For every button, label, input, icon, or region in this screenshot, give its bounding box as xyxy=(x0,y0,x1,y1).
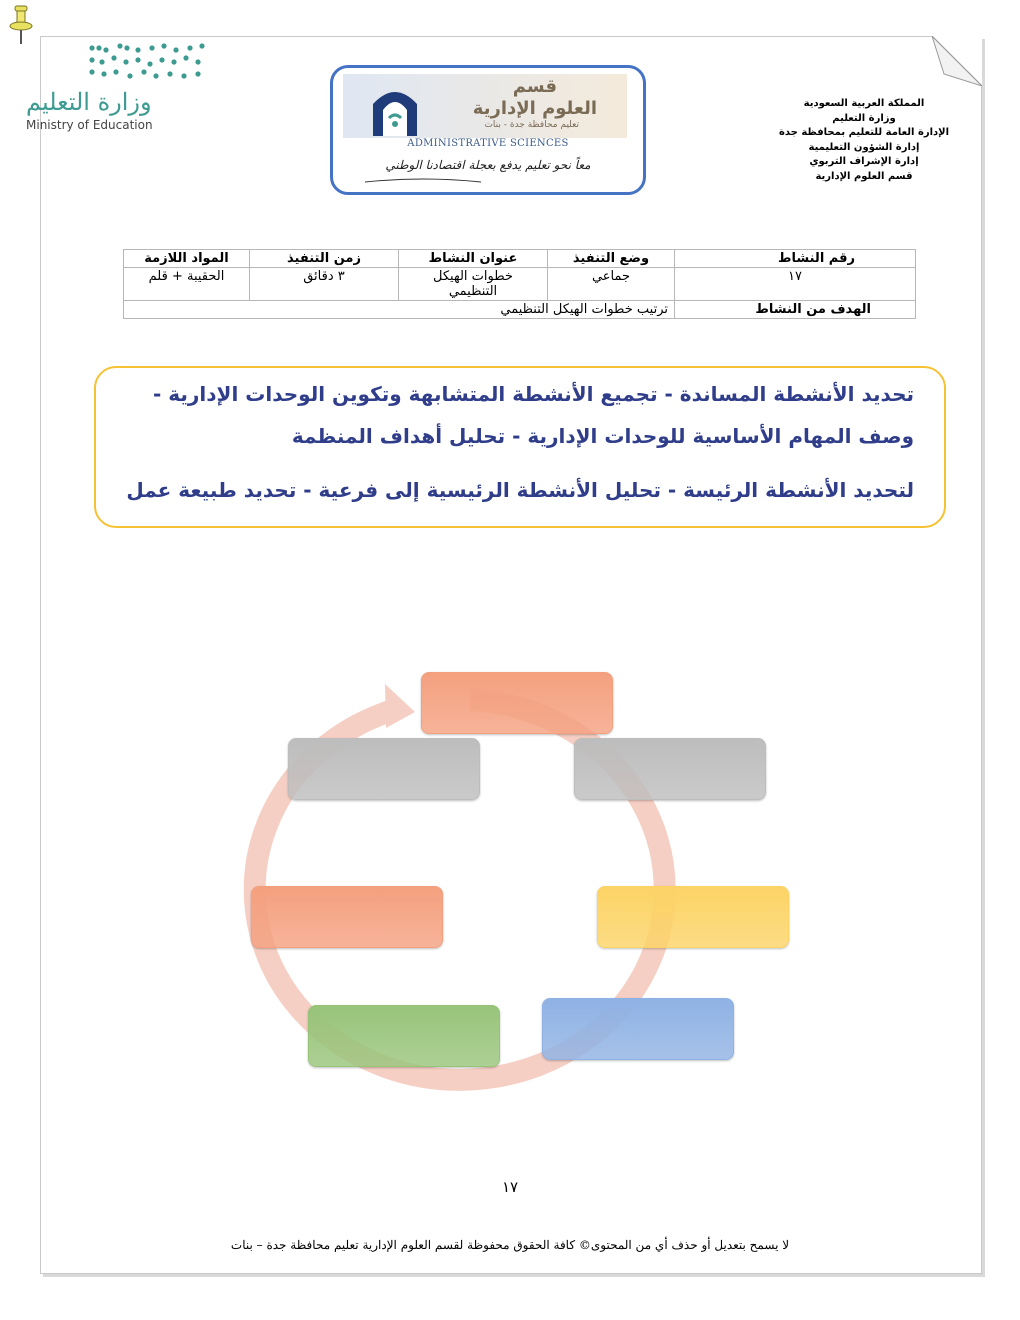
copyright-footer: لا يسمح بتعديل أو حذف أي من المحتوى© كافة الحقوق محفوظة لقسم العلوم الإدارية تعليم محافظة جدة – بنات xyxy=(230,1238,790,1252)
department-slogan: معاً نحو تعليم يدفع بعجلة اقتصادنا الوطني xyxy=(385,158,591,172)
activity-info-table xyxy=(123,249,916,319)
cycle-node-4[interactable] xyxy=(251,886,443,948)
department-subtitle: تعليم محافظة جدة - بنات xyxy=(484,120,579,130)
table-header-cell: المواد اللازمة xyxy=(124,250,250,268)
org-line: الإدارة العامة للتعليم بمحافظة جدة xyxy=(778,127,950,138)
table-cell: الحقيبة + قلم xyxy=(124,268,250,301)
table-header-cell: رقم النشاط xyxy=(675,250,916,268)
steps-text-line: تحديد الأنشطة المساندة - تجميع الأنشطة المتشابهة وتكوين الوحدات الإدارية - xyxy=(153,382,914,406)
ministry-name-arabic: وزارة التعليم xyxy=(26,88,152,116)
ministry-dots-emblem xyxy=(86,40,212,86)
org-line: المملكة العربية السعودية xyxy=(803,98,925,109)
department-logo-box xyxy=(330,65,646,195)
org-line: إدارة الشؤون التعليمية xyxy=(808,141,920,153)
ministry-logo xyxy=(24,40,174,130)
table-row xyxy=(124,268,916,301)
cycle-node-6[interactable] xyxy=(308,1005,500,1067)
cycle-node-1[interactable] xyxy=(421,672,613,734)
org-line: وزارة التعليم xyxy=(832,112,896,124)
table-header-row xyxy=(124,250,916,268)
page-number: ١٧ xyxy=(501,1178,519,1196)
cycle-node-2[interactable] xyxy=(288,738,480,800)
cycle-node-3[interactable] xyxy=(574,738,766,800)
table-cell: ٣ دقائق xyxy=(250,268,399,301)
org-line: إدارة الإشراف التربوي xyxy=(809,156,919,167)
table-cell: جماعي xyxy=(548,268,675,301)
cycle-node-5[interactable] xyxy=(597,886,789,948)
cycle-diagram xyxy=(240,660,800,1100)
table-row-goal xyxy=(124,301,916,319)
goal-value-cell: ترتيب خطوات الهيكل التنظيمي xyxy=(124,301,675,319)
cycle-node-7[interactable] xyxy=(542,998,734,1060)
table-cell: ١٧ xyxy=(675,268,916,301)
department-title-line1: قسم xyxy=(512,76,557,97)
department-name-english: ADMINISTRATIVE SCIENCES xyxy=(407,138,569,149)
department-title xyxy=(473,76,597,120)
table-header-cell: وضع التنفيذ xyxy=(548,250,675,268)
table-cell: خطوات الهيكل التنظيمي xyxy=(399,268,548,301)
steps-text-line: وصف المهام الأساسية للوحدات الإدارية - تحليل أهداف المنظمة xyxy=(291,424,914,448)
department-title-line2: العلوم الإدارية xyxy=(472,98,597,119)
org-line: قسم العلوم الإدارية xyxy=(815,170,913,182)
goal-label-cell: الهدف من النشاط xyxy=(675,301,916,319)
table-header-cell: زمن التنفيذ xyxy=(250,250,399,268)
steps-text-line: لتحديد الأنشطة الرئيسة - تحليل الأنشطة الرئيسية إلى فرعية - تحديد طبيعة عمل xyxy=(126,478,914,502)
scrambled-steps-box xyxy=(94,366,946,528)
ministry-name-english: Ministry of Education xyxy=(26,118,153,132)
organization-header xyxy=(764,97,964,184)
page-fold-corner xyxy=(932,36,982,86)
table-header-cell: عنوان النشاط xyxy=(399,250,548,268)
slogan-underline xyxy=(363,176,483,186)
